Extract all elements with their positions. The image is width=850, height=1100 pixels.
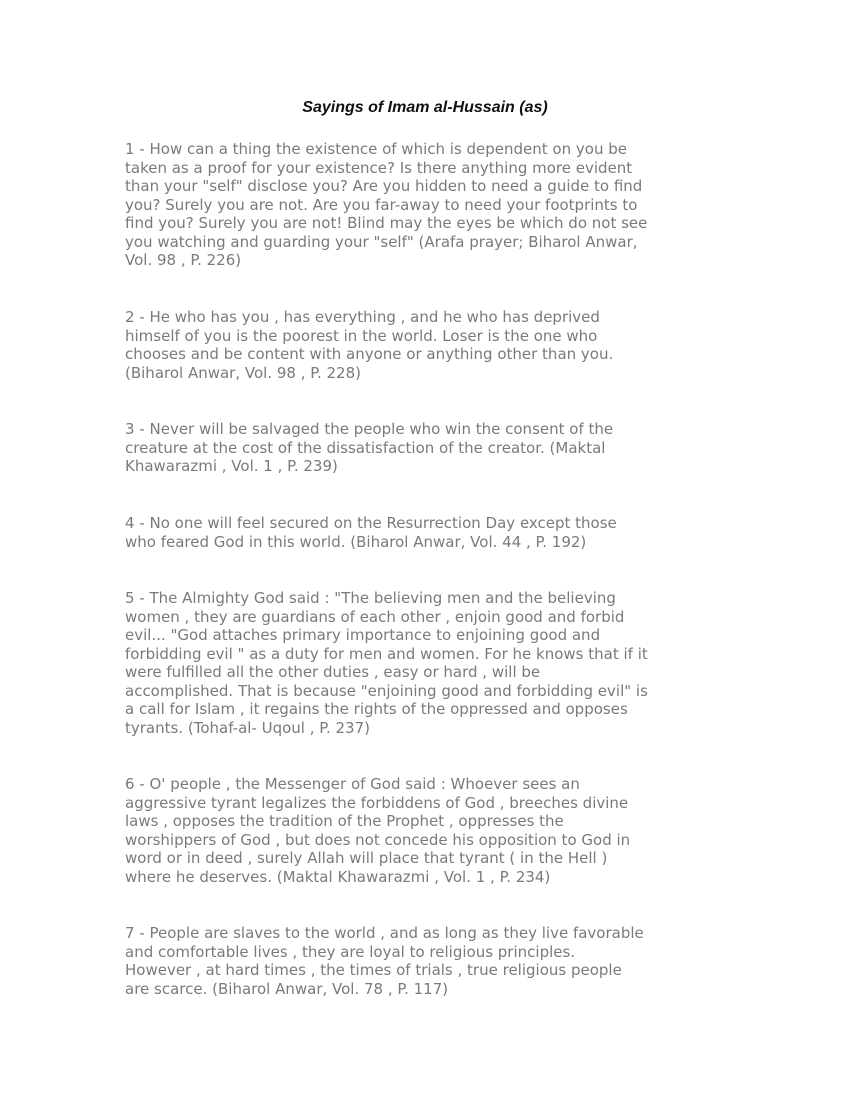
document-title: Sayings of Imam al-Hussain (as) bbox=[302, 99, 548, 116]
saying-4: 4 - No one will feel secured on the Resurrection Day except those who feared God in this world. (Biharol Anwar, Vol. 44 , P. 192) bbox=[125, 514, 617, 551]
saying-3: 3 - Never will be salvaged the people who win the consent of the creature at the cost of the dissatisfaction of the creator. (Maktal Khawarazmi , Vol. 1 , P. 239) bbox=[125, 420, 614, 475]
saying-6: 6 - O' people , the Messenger of God said : Whoever sees an aggressive tyrant legalizes the forbiddens of God , breeches divine laws , opposes the tradition of the Prophet , oppresses the worshippers of God , but does not concede his opposition to God in word or in deed , surely Allah will place that tyrant ( in the Hell ) where he deserves. (Maktal Khawarazmi , Vol. 1 , P. 234) bbox=[125, 775, 631, 886]
saying-7: 7 - People are slaves to the world , and as long as they live favorable and comfortable lives , they are loyal to religious principles. However , at hard times , the times of trials , true religious people are scarce. (Biharol Anwar, Vol. 78 , P. 117) bbox=[125, 924, 644, 998]
saying-5: 5 - The Almighty God said : "The believing men and the believing women , they are guardians of each other , enjoin good and forbid evil... "God attaches primary importance to enjoining good and forbidding evil " as a duty for men and women. For he knows that if it were fulfilled all the other duties , easy or hard , will be accomplished. That is because "enjoining good and forbidding evil" is a call for Islam , it regains the rights of the oppressed and opposes tyrants. (Tohaf-al- Uqoul , P. 237) bbox=[125, 589, 648, 737]
saying-1: 1 - How can a thing the existence of which is dependent on you be taken as a proof for your existence? Is there anything more evident than your "self" disclose you? Are you hidden to need a guide to find you? Surely you are not. Are you far-away to need your footprints to find you? Surely you are not! Blind may the eyes be which do not see you watching and guarding your "self" (Arafa prayer; Biharol Anwar, Vol. 98 , P. 226) bbox=[125, 140, 648, 269]
saying-2: 2 - He who has you , has everything , and he who has deprived himself of you is the poorest in the world. Loser is the one who chooses and be content with anyone or anything other than you. (Biharol Anwar, Vol. 98 , P. 228) bbox=[125, 308, 614, 382]
